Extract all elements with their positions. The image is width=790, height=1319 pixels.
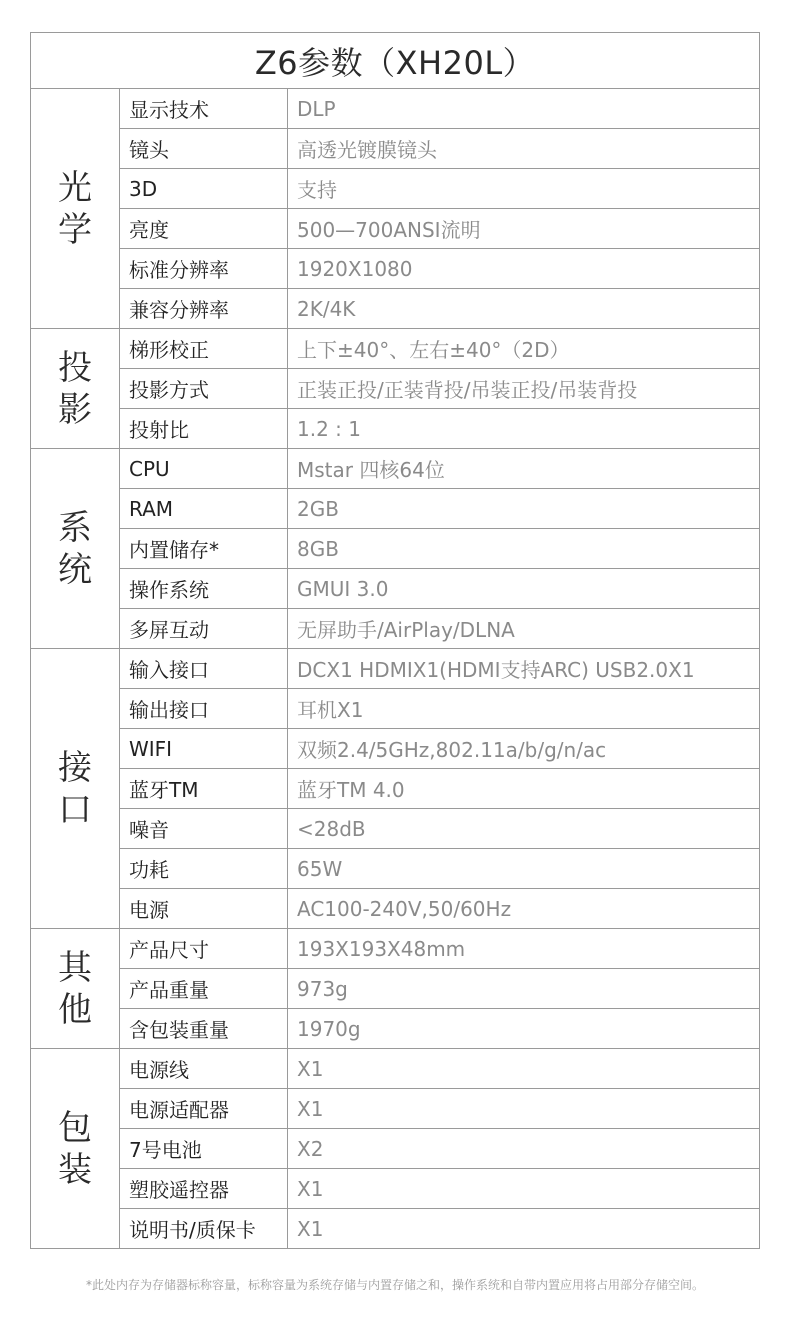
- spec-value: Mstar 四核64位: [288, 449, 760, 489]
- spec-label: 功耗: [120, 849, 288, 889]
- spec-value: 无屏助手/AirPlay/DLNA: [288, 609, 760, 649]
- spec-row: [31, 889, 760, 929]
- spec-label: 说明书/质保卡: [120, 1209, 288, 1249]
- spec-value: 8GB: [288, 529, 760, 569]
- group-label: 光 学: [31, 89, 120, 329]
- spec-label: 亮度: [120, 209, 288, 249]
- spec-label: 操作系统: [120, 569, 288, 609]
- spec-label: 产品尺寸: [120, 929, 288, 969]
- spec-value: 上下±40°、左右±40°（2D）: [288, 329, 760, 369]
- spec-label: 梯形校正: [120, 329, 288, 369]
- spec-label: 投射比: [120, 409, 288, 449]
- page-title: Z6参数（XH20L）: [31, 33, 760, 89]
- spec-label: RAM: [120, 489, 288, 529]
- spec-value: 500—700ANSI流明: [288, 209, 760, 249]
- spec-row: [31, 169, 760, 209]
- spec-label: 标准分辨率: [120, 249, 288, 289]
- spec-value: DLP: [288, 89, 760, 129]
- group-label: 接 口: [31, 649, 120, 929]
- spec-row: [31, 529, 760, 569]
- spec-row: [31, 1129, 760, 1169]
- spec-label: 电源: [120, 889, 288, 929]
- spec-row: [31, 849, 760, 889]
- spec-label: 电源适配器: [120, 1089, 288, 1129]
- group-label: 系 统: [31, 449, 120, 649]
- spec-label: WIFI: [120, 729, 288, 769]
- spec-row: [31, 649, 760, 689]
- spec-value: 1.2 : 1: [288, 409, 760, 449]
- spec-value: 193X193X48mm: [288, 929, 760, 969]
- spec-value: 1920X1080: [288, 249, 760, 289]
- spec-value: X1: [288, 1169, 760, 1209]
- spec-value: AC100-240V,50/60Hz: [288, 889, 760, 929]
- spec-label: 7号电池: [120, 1129, 288, 1169]
- footnote: *此处内存为存储器标称容量，标称容量为系统存储与内置存储之和，操作系统和自带内置应用将占用部分存储空间。: [85, 1278, 704, 1292]
- group-label: 投 影: [31, 329, 120, 449]
- spec-row: [31, 1089, 760, 1129]
- spec-value: 1970g: [288, 1009, 760, 1049]
- spec-label: 多屏互动: [120, 609, 288, 649]
- spec-row: [31, 809, 760, 849]
- spec-row: [31, 569, 760, 609]
- spec-label: 镜头: [120, 129, 288, 169]
- spec-value: 支持: [288, 169, 760, 209]
- spec-row: [31, 489, 760, 529]
- spec-row: [31, 209, 760, 249]
- group-label: 包 装: [31, 1049, 120, 1249]
- spec-value: 耳机X1: [288, 689, 760, 729]
- spec-row: [31, 329, 760, 369]
- spec-value: 2K/4K: [288, 289, 760, 329]
- spec-label: 兼容分辨率: [120, 289, 288, 329]
- spec-value: 双频2.4/5GHz,802.11a/b/g/n/ac: [288, 729, 760, 769]
- spec-label: 产品重量: [120, 969, 288, 1009]
- spec-row: [31, 929, 760, 969]
- spec-value: 65W: [288, 849, 760, 889]
- spec-value: GMUI 3.0: [288, 569, 760, 609]
- spec-table: [30, 32, 760, 1249]
- spec-value: X1: [288, 1049, 760, 1089]
- spec-row: [31, 249, 760, 289]
- spec-row: [31, 1009, 760, 1049]
- spec-label: 输入接口: [120, 649, 288, 689]
- spec-row: [31, 369, 760, 409]
- spec-row: [31, 409, 760, 449]
- spec-row: [31, 449, 760, 489]
- spec-value: DCX1 HDMIX1(HDMI支持ARC) USB2.0X1: [288, 649, 760, 689]
- spec-label: 塑胶遥控器: [120, 1169, 288, 1209]
- group-label: 其 他: [31, 929, 120, 1049]
- spec-label: 输出接口: [120, 689, 288, 729]
- spec-value: X1: [288, 1209, 760, 1249]
- spec-value: X1: [288, 1089, 760, 1129]
- spec-row: [31, 609, 760, 649]
- spec-label: 蓝牙TM: [120, 769, 288, 809]
- spec-label: 显示技术: [120, 89, 288, 129]
- spec-row: [31, 689, 760, 729]
- spec-label: 投影方式: [120, 369, 288, 409]
- spec-label: 电源线: [120, 1049, 288, 1089]
- spec-row: [31, 969, 760, 1009]
- spec-label: 含包装重量: [120, 1009, 288, 1049]
- spec-row: [31, 89, 760, 129]
- spec-label: 内置储存*: [120, 529, 288, 569]
- spec-row: [31, 129, 760, 169]
- spec-row: [31, 289, 760, 329]
- spec-row: [31, 1209, 760, 1249]
- spec-row: [31, 729, 760, 769]
- spec-value: <28dB: [288, 809, 760, 849]
- spec-value: 973g: [288, 969, 760, 1009]
- spec-label: CPU: [120, 449, 288, 489]
- spec-row: [31, 1169, 760, 1209]
- spec-label: 3D: [120, 169, 288, 209]
- spec-value: 蓝牙TM 4.0: [288, 769, 760, 809]
- spec-label: 噪音: [120, 809, 288, 849]
- spec-body: [31, 89, 760, 1249]
- spec-value: 高透光镀膜镜头: [288, 129, 760, 169]
- spec-value: 2GB: [288, 489, 760, 529]
- spec-row: [31, 769, 760, 809]
- spec-value: X2: [288, 1129, 760, 1169]
- spec-value: 正装正投/正装背投/吊装正投/吊装背投: [288, 369, 760, 409]
- spec-row: [31, 1049, 760, 1089]
